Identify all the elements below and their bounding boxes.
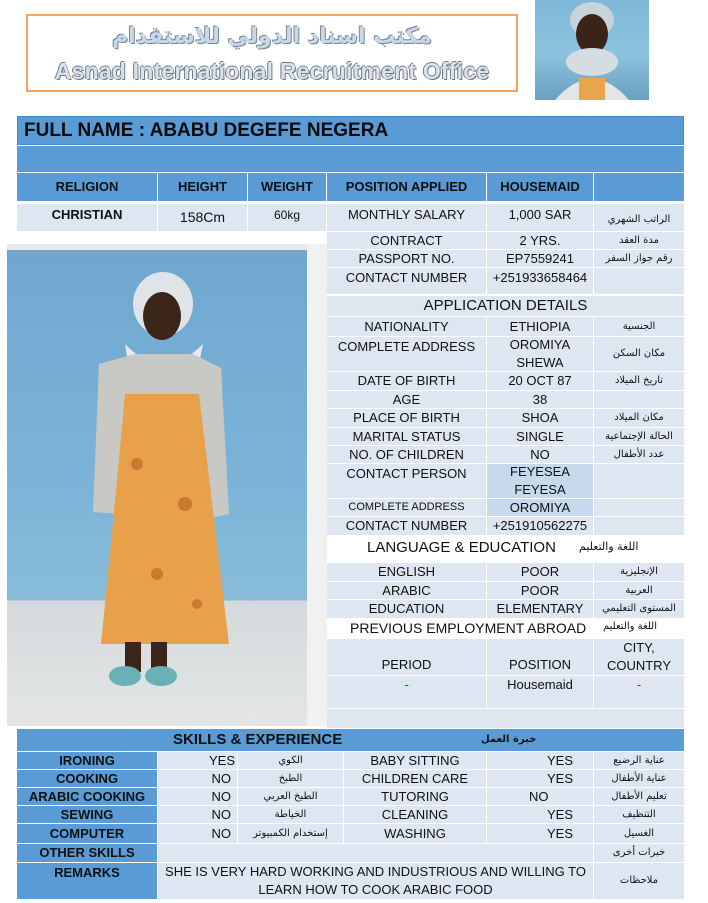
contact-person-value: FEYESEA FEYESA	[487, 464, 593, 498]
language-title: LANGUAGE & EDUCATION	[367, 539, 556, 556]
skill-sewing-ar: الخياطة	[238, 806, 343, 823]
skill-washing-label: WASHING	[344, 824, 486, 843]
skill-washing-value: YES	[487, 824, 593, 843]
address-label: COMPLETE ADDRESS	[327, 337, 486, 371]
passport-ar: رقم جواز السفر	[594, 250, 684, 267]
employment-period-value: -	[327, 676, 486, 708]
other-skills-ar: خبرات أخرى	[594, 844, 684, 862]
skill-cleaning-ar: التنظيف	[594, 806, 684, 823]
arabic-ar: العربية	[594, 582, 684, 599]
marital-value: SINGLE	[487, 428, 593, 445]
application-title: APPLICATION DETAILS	[327, 296, 684, 316]
dob-ar: تاريخ الميلاد	[594, 372, 684, 390]
employment-title: PREVIOUS EMPLOYMENT ABROAD	[350, 620, 587, 636]
language-title-ar: اللغة والتعليم	[579, 540, 639, 553]
skill-computer-value: NO	[158, 824, 237, 843]
contact-number2-value: +251910562275	[487, 517, 593, 535]
spacer-row	[17, 146, 684, 172]
contact-number2-ar	[594, 517, 684, 535]
employment-position-header: POSITION	[487, 639, 593, 675]
agency-logo	[26, 14, 518, 92]
employment-city-value: -	[594, 676, 684, 708]
header-housemaid: HOUSEMAID	[487, 173, 593, 201]
english-ar: الإنجليزية	[594, 563, 684, 581]
portrait-photo	[535, 0, 649, 100]
skill-computer-label: COMPUTER	[17, 824, 157, 843]
weight-value: 60kg	[248, 204, 326, 231]
remarks-ar: ملاحظات	[594, 863, 684, 899]
skill-computer-ar: إستخدام الكمبيوتر	[238, 824, 343, 843]
skill-cleaning-value: YES	[487, 806, 593, 823]
remarks-label: REMARKS	[17, 863, 157, 899]
logo-english-text: Asnad International Recruitment Office	[54, 58, 490, 84]
contact-number-value: +251933658464	[487, 268, 593, 294]
header-religion: RELIGION	[17, 173, 157, 201]
nationality-value: ETHIOPIA	[487, 317, 593, 336]
skill-ironing-value: YES	[158, 752, 237, 769]
top-header-row	[17, 173, 684, 201]
age-value: 38	[487, 391, 593, 408]
skill-tutoring-label: TUTORING	[344, 788, 486, 805]
children-ar: عدد الأطفال	[594, 446, 684, 463]
full-name-text: FULL NAME : ABABU DEGEFE NEGERA	[24, 120, 389, 141]
children-label: NO. OF CHILDREN	[327, 446, 486, 463]
birthplace-ar: مكان الميلاد	[594, 409, 684, 427]
logo-arabic-text: مكتب اسناد الدولي للاستقدام	[112, 24, 432, 49]
contract-label: CONTRACT	[327, 232, 486, 249]
skill-childcare-ar: عناية الأطفال	[594, 770, 684, 787]
skill-ironing-ar: الكوي	[238, 752, 343, 769]
skill-ironing-label: IRONING	[17, 752, 157, 769]
skill-cleaning-label: CLEANING	[344, 806, 486, 823]
skill-childcare-value: YES	[487, 770, 593, 787]
religion-value: CHRISTIAN	[17, 204, 157, 231]
contact-address-ar	[594, 499, 684, 516]
nationality-label: NATIONALITY	[327, 317, 486, 336]
salary-label: MONTHLY SALARY	[327, 204, 486, 231]
employment-period-header: PERIOD	[327, 639, 486, 675]
full-name-bar	[17, 116, 684, 145]
birthplace-label: PLACE OF BIRTH	[327, 409, 486, 427]
remarks-text: SHE IS VERY HARD WORKING AND INDUSTRIOUS AND WILLING TO LEARN HOW TO COOK ARABIC FOOD	[158, 863, 593, 899]
education-label: EDUCATION	[327, 600, 486, 618]
skill-sewing-label: SEWING	[17, 806, 157, 823]
contact-person-ar	[594, 464, 684, 498]
other-skills-value	[158, 844, 593, 862]
height-value: 158Cm	[158, 204, 247, 231]
marital-label: MARITAL STATUS	[327, 428, 486, 445]
nationality-ar: الجنسية	[594, 317, 684, 336]
skill-childcare-label: CHILDREN CARE	[344, 770, 486, 787]
salary-value: 1,000 SAR	[487, 204, 593, 231]
employment-blank-row	[327, 709, 684, 728]
age-ar	[594, 391, 684, 408]
english-value: POOR	[487, 563, 593, 581]
skill-tutoring-ar: تعليم الأطفال	[594, 788, 684, 805]
skill-cooking-value: NO	[158, 770, 237, 787]
dob-value: 20 OCT 87	[487, 372, 593, 390]
age-label: AGE	[327, 391, 486, 408]
contact-person-label: CONTACT PERSON	[327, 464, 486, 498]
skill-cooking-ar: الطبخ	[238, 770, 343, 787]
contact-address-value: OROMIYA	[487, 499, 593, 516]
english-label: ENGLISH	[327, 563, 486, 581]
birthplace-value: SHOA	[487, 409, 593, 427]
employment-city-header: CITY, COUNTRY	[594, 639, 684, 675]
skill-arabic-cooking-label: ARABIC COOKING	[17, 788, 157, 805]
education-ar: المستوى التعليمي	[594, 600, 684, 618]
arabic-value: POOR	[487, 582, 593, 599]
contract-ar: مدة العقد	[594, 232, 684, 249]
skill-arabic-cooking-value: NO	[158, 788, 237, 805]
employment-position-value: Housemaid	[487, 676, 593, 708]
dob-label: DATE OF BIRTH	[327, 372, 486, 390]
children-value: NO	[487, 446, 593, 463]
contact-number2-label: CONTACT NUMBER	[327, 517, 486, 535]
education-value: ELEMENTARY	[487, 600, 593, 618]
full-body-photo	[7, 244, 327, 726]
employment-title-row	[327, 619, 684, 638]
contact-address-label: COMPLETE ADDRESS	[327, 499, 486, 516]
skill-babysitting-label: BABY SITTING	[344, 752, 486, 769]
skill-babysitting-value: YES	[487, 752, 593, 769]
skills-title-ar: خبرة العمل	[481, 734, 537, 745]
arabic-label: ARABIC	[327, 582, 486, 599]
skills-title: SKILLS & EXPERIENCE	[173, 731, 343, 748]
header-position-applied: POSITION APPLIED	[327, 173, 486, 201]
skill-sewing-value: NO	[158, 806, 237, 823]
skill-washing-ar: الغسيل	[594, 824, 684, 843]
contract-value: 2 YRS.	[487, 232, 593, 249]
header-blank	[594, 173, 684, 201]
passport-value: EP7559241	[487, 250, 593, 267]
address-ar: مكان السكن	[594, 337, 684, 371]
skill-arabic-cooking-ar: الطبخ العربي	[238, 788, 343, 805]
employment-title-ar: اللغة والتعليم	[603, 621, 657, 632]
skill-babysitting-ar: عناية الرضيع	[594, 752, 684, 769]
skills-title-row	[17, 729, 684, 751]
address-value: OROMIYA SHEWA	[487, 337, 593, 371]
skill-tutoring-value: NO	[487, 788, 593, 805]
marital-ar: الحالة الإجتماعية	[594, 428, 684, 445]
header-height: HEIGHT	[158, 173, 247, 201]
contact-number-ar	[594, 268, 684, 294]
contact-number-label: CONTACT NUMBER	[327, 268, 486, 294]
salary-ar: الراتب الشهري	[594, 204, 684, 231]
header-weight: WEIGHT	[248, 173, 326, 201]
passport-label: PASSPORT NO.	[327, 250, 486, 267]
language-title-row	[327, 536, 684, 562]
other-skills-label: OTHER SKILLS	[17, 844, 157, 862]
skill-cooking-label: COOKING	[17, 770, 157, 787]
